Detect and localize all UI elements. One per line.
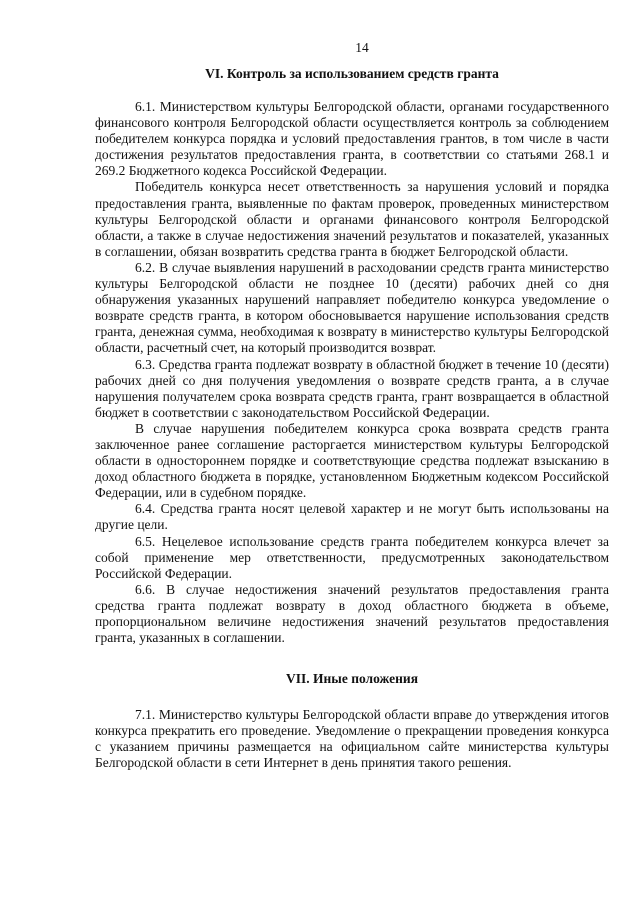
paragraph-6-1-responsibility: Победитель конкурса несет ответственность за нарушения условий и порядка предоставления гранта, выявленные по фактам проверок, проведенных министерством культуры Белгородской области и органами финансового контроля Белгородской области, а также в случае недостижения значений результатов и показателей, указанных в соглашении, обязан возвратить средства гранта в бюджет Белгородской области. bbox=[95, 179, 609, 259]
paragraph-6-3: 6.3. Средства гранта подлежат возврату в областной бюджет в течение 10 (десяти) рабочих дней со дня получения уведомления о возврате средств гранта, а в случае нарушения получателем срока возврата средств гранта, грант возвращается в областной бюджет в соответствии с законодательством Российской Федерации. bbox=[95, 356, 609, 420]
paragraph-6-2: 6.2. В случае выявления нарушений в расходовании средств гранта министерство культуры Белгородской области не позднее 10 (десяти) рабочих дней со дня обнаружения указанных нарушений направляет победителю конкурса уведомление о возврате средств гранта, в котором обосновывается нарушение использования средств гранта, денежная сумма, необходимая к возврату в министерство культуры Белгородской области, расчетный счет, на который производится возврат. bbox=[95, 259, 609, 356]
section-vii bbox=[95, 670, 609, 771]
page-number: 14 bbox=[355, 40, 369, 55]
paragraph-6-1: 6.1. Министерством культуры Белгородской области, органами государственного финансового контроля Белгородской области осуществляется контроль за соблюдением победителем конкурса порядка и условий предоставления грантов, в том числе в части достижения результатов предоставления гранта, в соответствии со статьями 268.1 и 269.2 Бюджетного кодекса Российской Федерации. bbox=[95, 99, 609, 179]
section-title-vi: VI. Контроль за использованием средств гранта bbox=[205, 66, 499, 81]
paragraph-6-4: 6.4. Средства гранта носят целевой характер и не могут быть использованы на другие цели. bbox=[95, 501, 609, 533]
paragraph-6-5: 6.5. Нецелевое использование средств гранта победителем конкурса влечет за собой применение мер ответственности, предусмотренных законодательством Российской Федерации. bbox=[95, 533, 609, 581]
section-title-vii: VII. Иные положения bbox=[286, 671, 418, 687]
paragraph-7-1: 7.1. Министерство культуры Белгородской области вправе до утверждения итогов конкурса прекратить его проведение. Уведомление о прекращении проведения конкурса с указанием причины размещается на официальном сайте министерства культуры Белгородской области в сети Интернет в день принятия такого решения. bbox=[95, 707, 609, 771]
section-vi bbox=[95, 65, 609, 646]
paragraph-6-6: 6.6. В случае недостижения значений результатов предоставления гранта средства гранта подлежат возврату в доход областного бюджета в объеме, пропорциональном величине недостижения значений результатов предоставления гранта, указанных в соглашении. bbox=[95, 581, 609, 646]
paragraph-6-3-termination: В случае нарушения победителем конкурса срока возврата средств гранта заключенное ранее соглашение расторгается министерством культуры Белгородской области в одностороннем порядке и соответствующие средства подлежат взысканию в доход областного бюджета в порядке, установленном Бюджетным кодексом Российской Федерации, или в судебном порядке. bbox=[95, 420, 609, 501]
